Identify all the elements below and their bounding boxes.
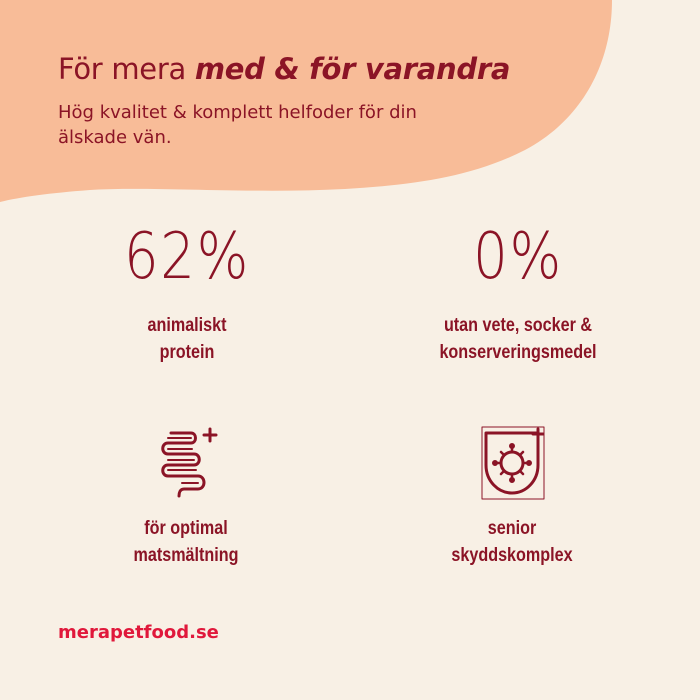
feature-label-line: utan vete, socker & xyxy=(443,315,593,336)
feature-label xyxy=(393,515,631,569)
feature-label xyxy=(68,312,306,366)
shield-virus-plus-icon xyxy=(472,425,552,501)
feature-senior-protection xyxy=(372,425,652,569)
feature-animal-protein xyxy=(47,222,327,366)
feature-label-line: skyddskomplex xyxy=(451,545,573,566)
feature-label xyxy=(67,515,305,569)
feature-label-line: matsmältning xyxy=(133,545,239,566)
stat-no-additives: 0% xyxy=(473,220,563,294)
header xyxy=(58,52,618,150)
title-prefix: För mera xyxy=(58,52,195,86)
feature-label-line: protein xyxy=(159,342,215,363)
feature-label-line: konserveringsmedel xyxy=(439,342,597,363)
feature-no-additives xyxy=(378,222,658,366)
feature-label-line: senior xyxy=(487,518,537,539)
feature-digestion xyxy=(46,425,326,569)
feature-label xyxy=(399,312,637,366)
page-title xyxy=(58,52,618,86)
title-emphasis: med & för varandra xyxy=(194,52,511,86)
feature-label-line: för optimal xyxy=(144,518,228,539)
intestine-plus-icon xyxy=(146,425,226,501)
page-subtitle: Hög kvalitet & komplett helfoder för din älskade vän. xyxy=(58,102,417,148)
website-link[interactable]: merapetfood.se xyxy=(58,622,219,643)
stat-animal-protein: 62% xyxy=(123,220,251,294)
feature-label-line: animaliskt xyxy=(147,315,227,336)
